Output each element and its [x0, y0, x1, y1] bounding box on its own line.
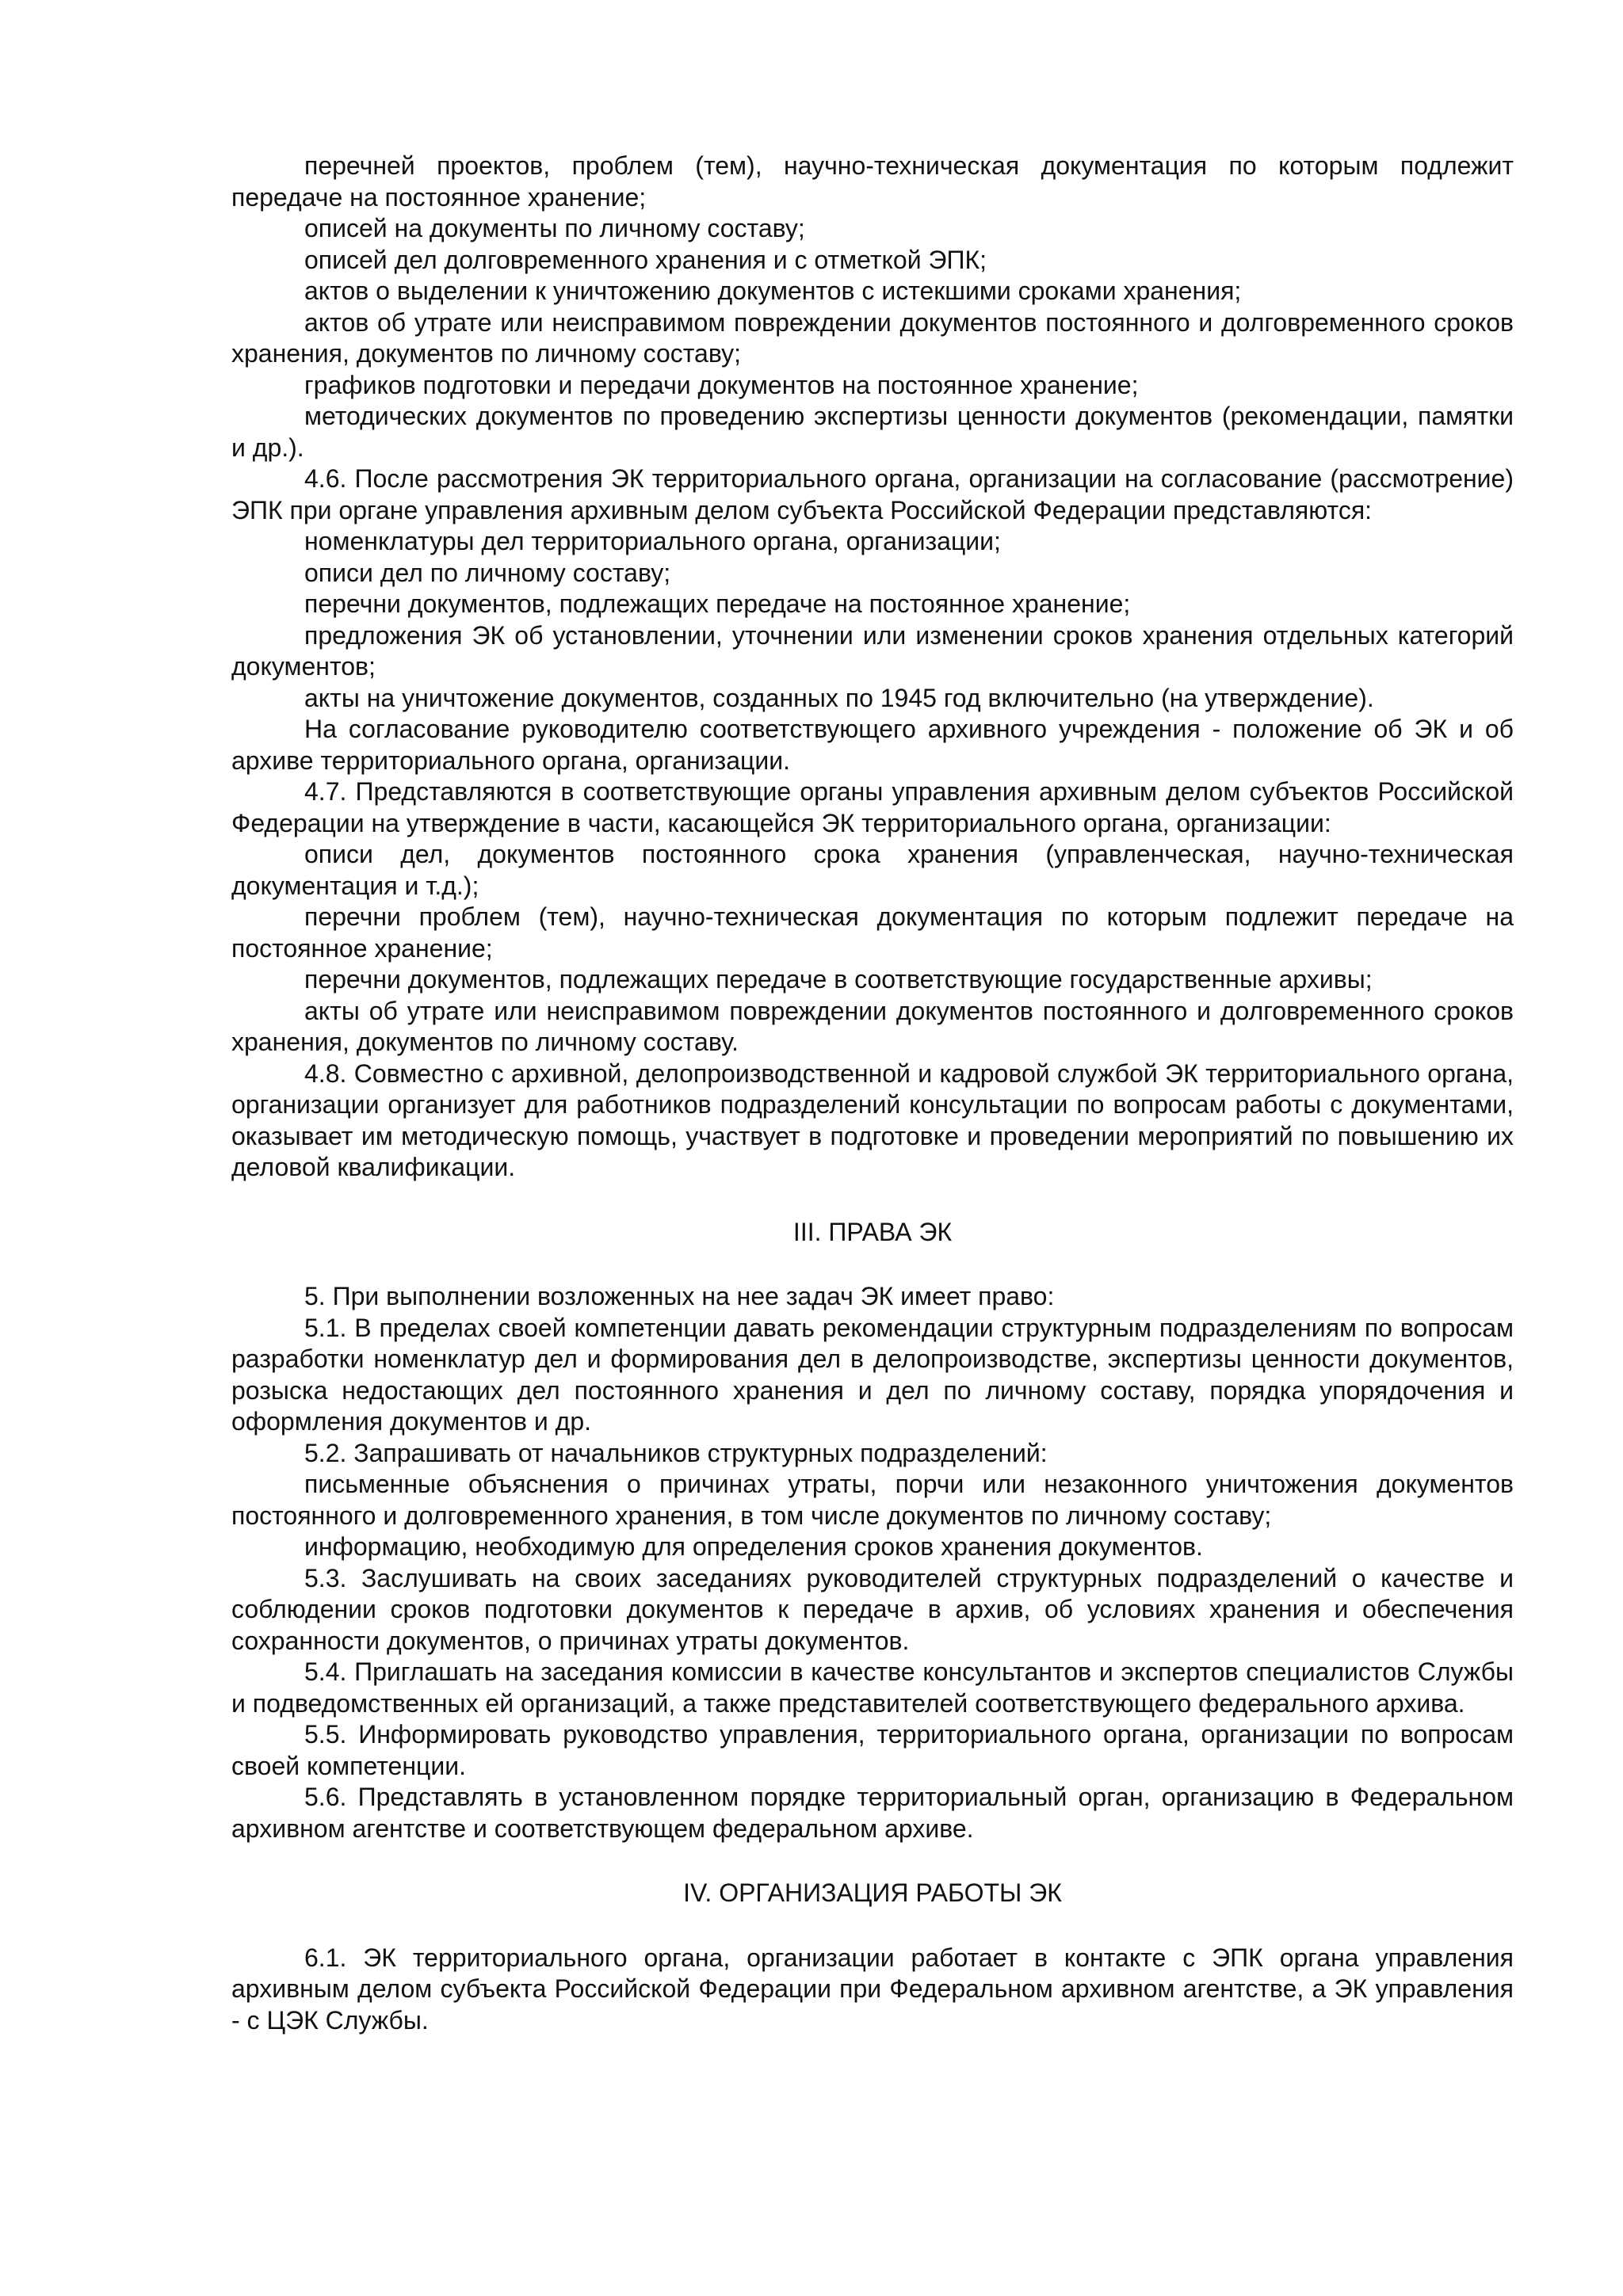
paragraph: перечни документов, подлежащих передаче на постоянное хранение; [304, 589, 1131, 618]
section-heading-rights: III. ПРАВА ЭК [792, 1217, 953, 1246]
paragraph: методических документов по проведению экспертизы ценности документов (рекомендации, памятки и др.). [231, 402, 1514, 462]
paragraph: актов об утрате или неисправимом повреждении документов постоянного и долговременного сроков хранения, документов по личному составу; [231, 307, 1514, 368]
paragraph-5-2: 5.2. Запрашивать от начальников структурных подразделений: [304, 1438, 1048, 1467]
paragraph: акты об утрате или неисправимом повреждении документов постоянного и долговременного сроков хранения, документов по личному составу. [231, 996, 1514, 1056]
paragraph-5-5: 5.5. Информировать руководство управления, территориального органа, организации по вопросам своей компетенции. [231, 1720, 1514, 1780]
paragraph: описи дел по личному составу; [304, 558, 671, 587]
paragraph: информацию, необходимую для определения сроков хранения документов. [304, 1532, 1203, 1561]
paragraph-4-6: 4.6. После рассмотрения ЭК территориального органа, организации на согласование (рассмотрение) ЭПК при органе управления архивным делом субъекта Российской Федерации представляются: [231, 464, 1514, 524]
paragraph: описей дел долговременного хранения и с отметкой ЭПК; [304, 245, 987, 274]
paragraph-6-1: 6.1. ЭК территориального органа, организации работает в контакте с ЭПК органа управления архивным делом субъекта Российской Федерации при Федеральном архивном агентстве, а ЭК управления - с ЦЭК Службы. [231, 1943, 1514, 2035]
paragraph: предложения ЭК об установлении, уточнении или изменении сроков хранения отдельных категорий документов; [231, 620, 1514, 681]
paragraph-4-8: 4.8. Совместно с архивной, делопроизводственной и кадровой службой ЭК территориального органа, организации организует для работников подразделений консультации по вопросам работы с документами, оказывает им методическую помощь, участвует в подготовке и проведении мероприятий по повышению их деловой квалификации. [231, 1058, 1514, 1181]
paragraph: актов о выделении к уничтожению документов с истекшими сроками хранения; [304, 277, 1242, 305]
paragraph-5-1: 5.1. В пределах своей компетенции давать рекомендации структурным подразделениям по вопросам разработки номенклатур дел и формирования дел в делопроизводстве, экспертизы ценности документов, розыска недостающих дел постоянного хранения и дел по личному составу, порядка упорядочения и оформления документов и др. [231, 1313, 1514, 1436]
paragraph: акты на уничтожение документов, созданных по 1945 год включительно (на утверждение). [304, 683, 1374, 712]
paragraph-5: 5. При выполнении возложенных на нее задач ЭК имеет право: [304, 1282, 1055, 1310]
paragraph-5-3: 5.3. Заслушивать на своих заседаниях руководителей структурных подразделений о качестве и соблюдении сроков подготовки документов к передаче в архив, об условиях хранения и обеспечения сохранности документов, о причинах утраты документов. [231, 1563, 1514, 1655]
paragraph: перечни проблем (тем), научно-техническая документация по которым подлежит передаче на постоянное хранение; [231, 902, 1514, 963]
paragraph: перечней проектов, проблем (тем), научно-техническая документация по которым подлежит передаче на постоянное хранение; [231, 151, 1514, 212]
paragraph: описи дел, документов постоянного срока хранения (управленческая, научно-техническая документация и т.д.); [231, 840, 1514, 900]
paragraph-4-7: 4.7. Представляются в соответствующие органы управления архивным делом субъектов Российской Федерации на утверждение в части, касающейся ЭК территориального органа, организации: [231, 777, 1514, 837]
paragraph: номенклатуры дел территориального органа, организации; [304, 527, 1001, 555]
paragraph-5-6: 5.6. Представлять в установленном порядке территориальный орган, организацию в Федеральном архивном агентстве и соответствующем федеральном архиве. [231, 1783, 1514, 1843]
section-heading-organization: IV. ОРГАНИЗАЦИЯ РАБОТЫ ЭК [683, 1878, 1062, 1907]
paragraph: перечни документов, подлежащих передаче в соответствующие государственные архивы; [304, 965, 1373, 994]
paragraph-5-4: 5.4. Приглашать на заседания комиссии в качестве консультантов и экспертов специалистов Службы и подведомственных ей организаций, а также представителей соответствующего федерального архива. [231, 1657, 1514, 1718]
paragraph: письменные объяснения о причинах утраты, порчи или незаконного уничтожения документов постоянного и долговременного хранения, в том числе документов по личному составу; [231, 1470, 1514, 1530]
paragraph: графиков подготовки и передачи документов на постоянное хранение; [304, 370, 1139, 399]
paragraph: На согласование руководителю соответствующего архивного учреждения - положение об ЭК и об архиве территориального органа, организации. [231, 715, 1514, 775]
document-page [231, 151, 1514, 2036]
paragraph: описей на документы по личному составу; [304, 214, 805, 242]
